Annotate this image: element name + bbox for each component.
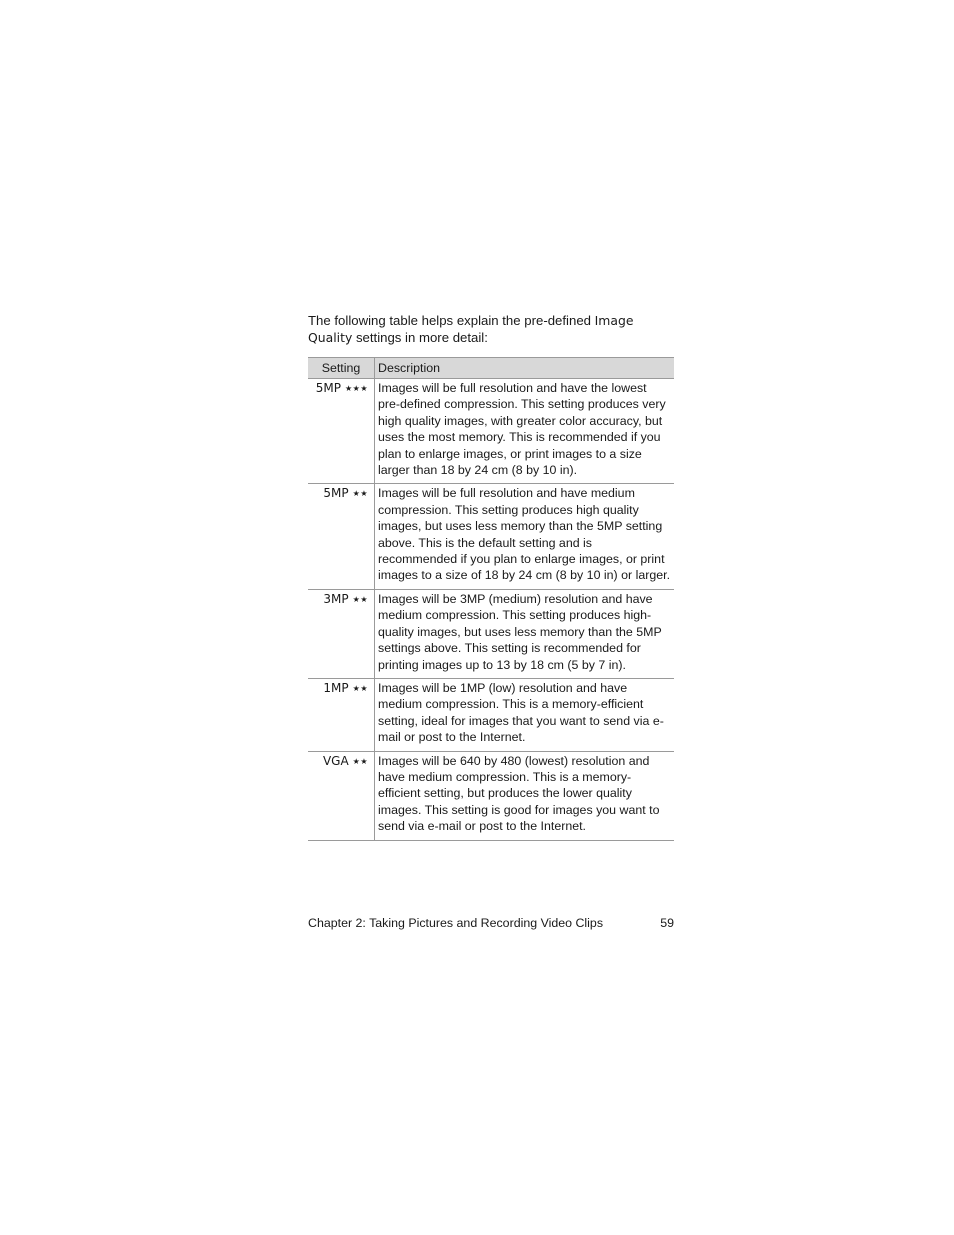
- setting-name: 3MP: [323, 591, 349, 606]
- setting-cell: [308, 379, 375, 484]
- setting-cell: [308, 589, 375, 678]
- setting-cell: [308, 751, 375, 840]
- quality-stars-icon: ★★: [352, 683, 368, 693]
- header-setting: Setting: [308, 358, 375, 379]
- intro-text-before: The following table helps explain the pre-defined: [308, 313, 595, 328]
- setting-cell: [308, 484, 375, 589]
- description-cell: Images will be 640 by 480 (lowest) resolution and have medium compression. This is a memory-efficient setting, but produces the lower quality images. This setting is good for images you want to send via e-mail or post to the Internet.: [375, 751, 675, 840]
- image-quality-table: [308, 357, 674, 841]
- header-description: Description: [375, 358, 675, 379]
- table-row: [308, 484, 674, 589]
- setting-name: 1MP: [323, 680, 349, 695]
- setting-name: 5MP: [315, 381, 341, 395]
- chapter-title: Chapter 2: Taking Pictures and Recording Video Clips: [308, 916, 604, 930]
- image-quality-term: Image Quality: [308, 313, 634, 345]
- table-row: [308, 678, 674, 751]
- intro-paragraph: [308, 312, 674, 346]
- setting-name: VGA: [322, 753, 349, 768]
- description-cell: Images will be 1MP (low) resolution and have medium compression. This is a memory-efficient setting, ideal for images that you want to send via e-mail or post to the Internet.: [375, 678, 675, 751]
- description-cell: Images will be full resolution and have the lowest pre-defined compression. This setting produces very high quality images, with greater color accuracy, but uses the most memory. This is recommended if you plan to enlarge images, or print images to a size larger than 18 by 24 cm (8 by 10 in).: [375, 379, 675, 484]
- setting-name: 5MP: [323, 486, 349, 501]
- description-cell: Images will be 3MP (medium) resolution and have medium compression. This setting produces high-quality images, but uses less memory than the 5MP settings above. This setting is recommended for printing images up to 13 by 18 cm (5 by 7 in).: [375, 589, 675, 678]
- table-row: [308, 751, 674, 840]
- page-footer: [308, 915, 674, 931]
- setting-cell: [308, 678, 375, 751]
- table-row: [308, 589, 674, 678]
- table-header-row: [308, 358, 674, 379]
- quality-stars-icon: ★★: [352, 756, 368, 766]
- description-cell: Images will be full resolution and have medium compression. This setting produces high quality images, but uses less memory than the 5MP setting above. This is the default setting and is recommended if you plan to enlarge images, or print images to a size of 18 by 24 cm (8 by 10 in) or larger.: [375, 484, 675, 589]
- quality-stars-icon: ★★: [352, 489, 368, 499]
- quality-stars-icon: ★★★: [344, 384, 368, 393]
- intro-text-after: settings in more detail:: [352, 330, 488, 345]
- quality-stars-icon: ★★: [352, 594, 368, 604]
- table-row: [308, 379, 674, 484]
- page-number: 59: [660, 916, 674, 930]
